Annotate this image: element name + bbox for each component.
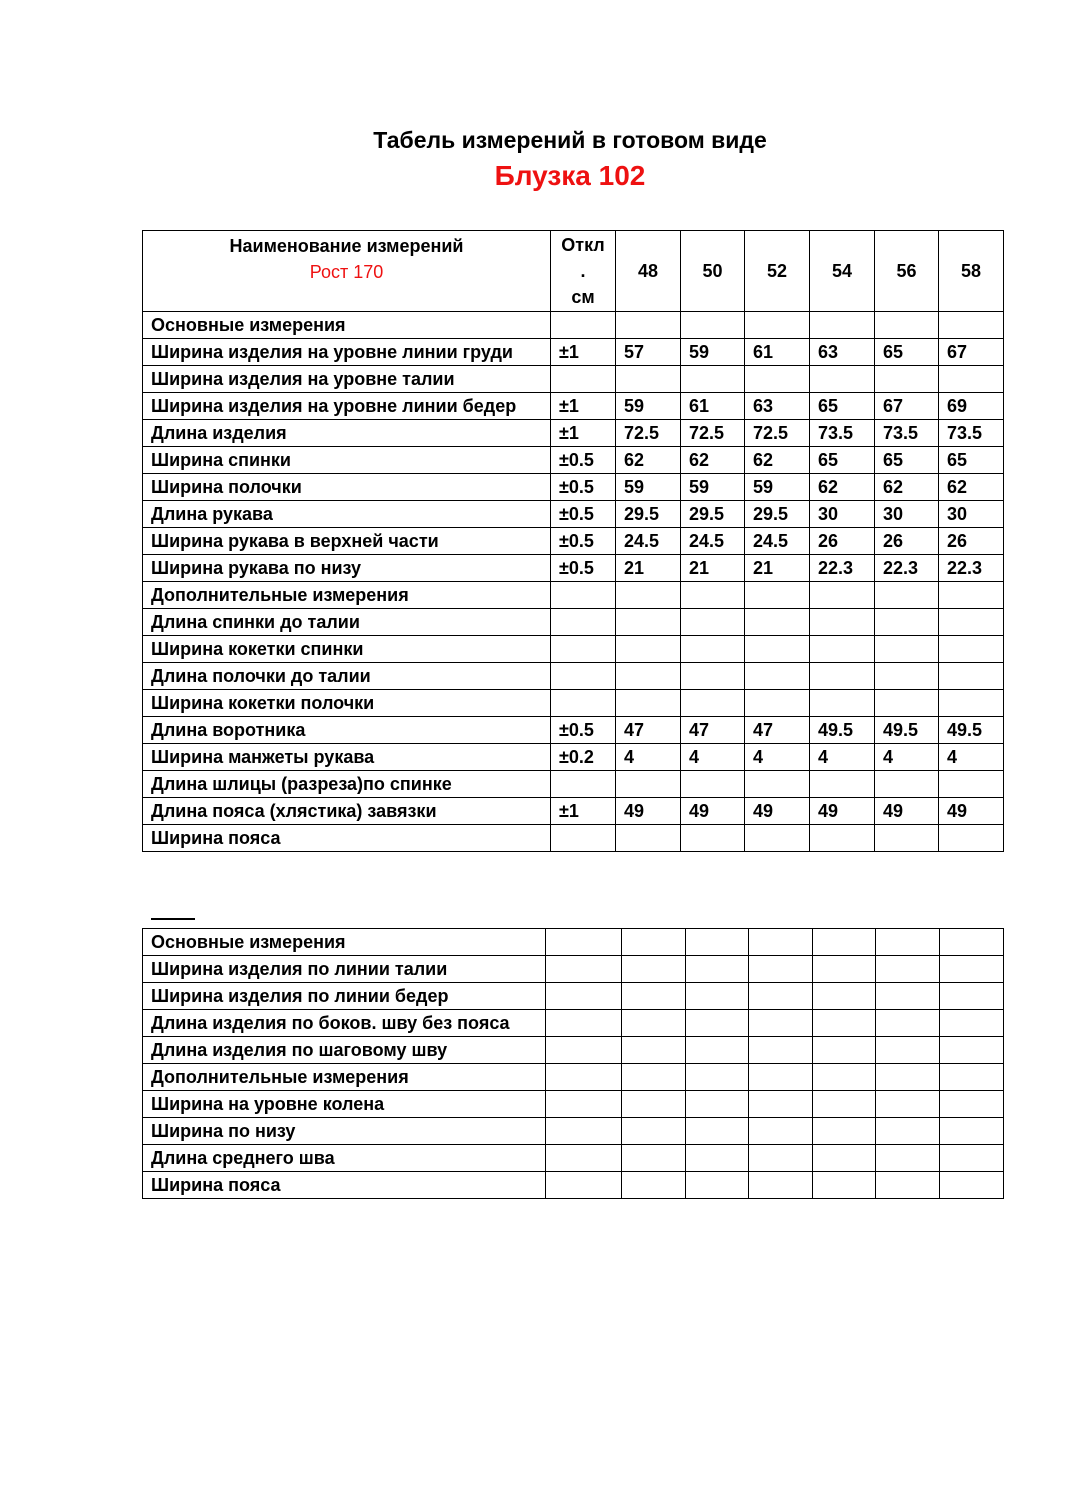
empty-value-cell	[940, 1091, 1004, 1118]
empty-value-cell	[546, 1091, 622, 1118]
size-value-cell: 4	[745, 744, 810, 771]
empty-value-cell	[876, 956, 940, 983]
empty-value-cell	[940, 929, 1004, 956]
measurement-name-cell: Основные измерения	[143, 312, 551, 339]
size-value-cell	[616, 609, 681, 636]
measurement-name-cell: Ширина кокетки спинки	[143, 636, 551, 663]
size-value-cell	[875, 366, 939, 393]
table-row	[143, 1145, 1004, 1172]
size-value-cell	[616, 771, 681, 798]
size-value-cell: 59	[681, 474, 745, 501]
size-value-cell: 49	[939, 798, 1004, 825]
empty-value-cell	[940, 1064, 1004, 1091]
table-row	[143, 420, 1004, 447]
size-value-cell	[875, 690, 939, 717]
measurement-name-cell: Ширина изделия на уровне линии бедер	[143, 393, 551, 420]
size-value-cell	[745, 690, 810, 717]
empty-value-cell	[546, 1145, 622, 1172]
empty-value-cell	[876, 929, 940, 956]
table-row	[143, 582, 1004, 609]
measurement-name-cell: Ширина полочки	[143, 474, 551, 501]
size-value-cell: 57	[616, 339, 681, 366]
size-value-cell	[875, 825, 939, 852]
measurement-name-cell: Ширина кокетки полочки	[143, 690, 551, 717]
size-value-cell	[939, 582, 1004, 609]
size-value-cell: 73.5	[875, 420, 939, 447]
header-size-cell: 48	[616, 231, 681, 312]
product-title: Блузка 102	[494, 160, 646, 191]
empty-value-cell	[876, 1145, 940, 1172]
empty-value-cell	[813, 1145, 876, 1172]
size-value-cell: 47	[616, 717, 681, 744]
empty-value-cell	[622, 1091, 686, 1118]
size-value-cell	[875, 582, 939, 609]
size-value-cell: 63	[810, 339, 875, 366]
size-value-cell: 4	[939, 744, 1004, 771]
size-value-cell: 21	[681, 555, 745, 582]
size-value-cell: 29.5	[681, 501, 745, 528]
table-row	[143, 1037, 1004, 1064]
size-value-cell: 4	[681, 744, 745, 771]
size-value-cell: 73.5	[810, 420, 875, 447]
measurement-name-cell: Длина шлицы (разреза)по спинке	[143, 771, 551, 798]
empty-value-cell	[749, 1145, 813, 1172]
separator-underline	[151, 918, 195, 920]
size-value-cell	[681, 690, 745, 717]
deviation-cell	[551, 690, 616, 717]
empty-value-cell	[813, 1091, 876, 1118]
size-value-cell: 21	[745, 555, 810, 582]
empty-value-cell	[686, 1010, 749, 1037]
measurement-name-cell: Длина среднего шва	[143, 1145, 546, 1172]
empty-value-cell	[622, 1145, 686, 1172]
table-row	[143, 744, 1004, 771]
size-value-cell	[875, 636, 939, 663]
header-deviation-line: см	[571, 287, 595, 307]
empty-value-cell	[622, 1172, 686, 1199]
empty-value-cell	[622, 1010, 686, 1037]
table-row	[143, 1010, 1004, 1037]
header-height-label: Рост 170	[309, 262, 384, 282]
size-value-cell	[616, 582, 681, 609]
empty-value-cell	[813, 1118, 876, 1145]
header-size-cell: 56	[875, 231, 939, 312]
size-value-cell	[939, 636, 1004, 663]
measurement-name-cell: Ширина изделия по линии бедер	[143, 983, 546, 1010]
size-value-cell: 61	[681, 393, 745, 420]
size-value-cell	[810, 663, 875, 690]
size-value-cell	[681, 636, 745, 663]
measurement-name-cell: Ширина пояса	[143, 1172, 546, 1199]
empty-value-cell	[546, 1037, 622, 1064]
empty-value-cell	[686, 929, 749, 956]
table-row	[143, 1091, 1004, 1118]
size-value-cell: 49.5	[875, 717, 939, 744]
empty-value-cell	[749, 956, 813, 983]
measurement-name-cell: Дополнительные измерения	[143, 1064, 546, 1091]
measurement-name-cell: Длина изделия	[143, 420, 551, 447]
deviation-cell: ±0.5	[551, 447, 616, 474]
empty-value-cell	[686, 1091, 749, 1118]
header-size-cell: 52	[745, 231, 810, 312]
size-value-cell: 63	[745, 393, 810, 420]
table-row	[143, 771, 1004, 798]
table-row	[143, 825, 1004, 852]
size-value-cell	[810, 771, 875, 798]
measurement-name-cell: Ширина изделия по линии талии	[143, 956, 546, 983]
document-title: Табель измерений в готовом виде	[373, 127, 767, 153]
size-value-cell: 69	[939, 393, 1004, 420]
size-value-cell: 59	[745, 474, 810, 501]
size-value-cell: 47	[681, 717, 745, 744]
empty-value-cell	[940, 1172, 1004, 1199]
empty-value-cell	[546, 1010, 622, 1037]
measurement-name-cell: Основные измерения	[143, 929, 546, 956]
size-value-cell: 62	[681, 447, 745, 474]
size-value-cell	[681, 582, 745, 609]
header-size-cell: 54	[810, 231, 875, 312]
size-value-cell: 4	[875, 744, 939, 771]
empty-value-cell	[546, 1172, 622, 1199]
size-value-cell: 47	[745, 717, 810, 744]
empty-value-cell	[622, 983, 686, 1010]
size-value-cell	[810, 366, 875, 393]
deviation-cell: ±1	[551, 420, 616, 447]
empty-value-cell	[876, 1037, 940, 1064]
size-value-cell: 62	[939, 474, 1004, 501]
empty-value-cell	[546, 1064, 622, 1091]
size-value-cell	[939, 663, 1004, 690]
size-value-cell: 29.5	[745, 501, 810, 528]
size-value-cell	[939, 771, 1004, 798]
size-value-cell	[745, 366, 810, 393]
size-value-cell: 26	[875, 528, 939, 555]
table-row	[143, 312, 1004, 339]
empty-value-cell	[749, 1037, 813, 1064]
size-value-cell	[616, 312, 681, 339]
empty-value-cell	[813, 929, 876, 956]
table-row	[143, 555, 1004, 582]
size-value-cell	[875, 663, 939, 690]
size-value-cell: 4	[810, 744, 875, 771]
size-value-cell: 62	[745, 447, 810, 474]
size-value-cell: 67	[875, 393, 939, 420]
measurement-name-cell: Ширина по низу	[143, 1118, 546, 1145]
size-value-cell: 67	[939, 339, 1004, 366]
empty-value-cell	[940, 1118, 1004, 1145]
size-value-cell: 61	[745, 339, 810, 366]
size-value-cell	[681, 771, 745, 798]
size-value-cell: 65	[875, 447, 939, 474]
size-value-cell	[616, 690, 681, 717]
measurement-name-cell: Длина полочки до талии	[143, 663, 551, 690]
table-header-row	[143, 231, 1004, 312]
size-value-cell: 30	[875, 501, 939, 528]
measurement-name-cell: Ширина рукава по низу	[143, 555, 551, 582]
table-row	[143, 1172, 1004, 1199]
size-value-cell: 26	[939, 528, 1004, 555]
size-value-cell: 65	[810, 447, 875, 474]
empty-value-cell	[686, 983, 749, 1010]
empty-value-cell	[813, 1172, 876, 1199]
empty-value-cell	[876, 1172, 940, 1199]
size-value-cell: 59	[616, 393, 681, 420]
header-deviation-line: Откл	[561, 235, 605, 255]
size-value-cell: 49.5	[810, 717, 875, 744]
size-value-cell: 49	[810, 798, 875, 825]
table-row	[143, 366, 1004, 393]
empty-value-cell	[686, 1118, 749, 1145]
size-value-cell: 62	[810, 474, 875, 501]
size-value-cell: 29.5	[616, 501, 681, 528]
empty-value-cell	[813, 1010, 876, 1037]
size-value-cell: 30	[810, 501, 875, 528]
size-value-cell	[681, 312, 745, 339]
empty-value-cell	[876, 1118, 940, 1145]
deviation-cell	[551, 609, 616, 636]
size-value-cell	[745, 582, 810, 609]
size-value-cell	[616, 663, 681, 690]
deviation-cell: ±0.5	[551, 528, 616, 555]
empty-value-cell	[876, 1064, 940, 1091]
size-value-cell	[616, 636, 681, 663]
empty-value-cell	[622, 1064, 686, 1091]
header-size-cell: 58	[939, 231, 1004, 312]
measurement-name-cell: Длина пояса (хлястика) завязки	[143, 798, 551, 825]
deviation-cell: ±0.5	[551, 717, 616, 744]
size-value-cell	[745, 663, 810, 690]
empty-value-cell	[686, 1145, 749, 1172]
measurement-name-cell: Ширина изделия на уровне линии груди	[143, 339, 551, 366]
deviation-cell	[551, 771, 616, 798]
size-value-cell: 72.5	[745, 420, 810, 447]
size-value-cell	[810, 609, 875, 636]
header-size-cell: 50	[681, 231, 745, 312]
table-row	[143, 528, 1004, 555]
deviation-cell	[551, 636, 616, 663]
size-value-cell	[810, 582, 875, 609]
empty-value-cell	[622, 1037, 686, 1064]
measurement-name-cell: Ширина спинки	[143, 447, 551, 474]
size-value-cell: 21	[616, 555, 681, 582]
size-value-cell: 24.5	[745, 528, 810, 555]
empty-value-cell	[940, 956, 1004, 983]
size-value-cell: 65	[810, 393, 875, 420]
size-value-cell: 72.5	[616, 420, 681, 447]
size-value-cell	[810, 825, 875, 852]
empty-value-cell	[749, 1118, 813, 1145]
measurements-table	[142, 230, 1004, 852]
table-row	[143, 447, 1004, 474]
size-value-cell	[810, 690, 875, 717]
size-value-cell: 26	[810, 528, 875, 555]
size-value-cell: 22.3	[939, 555, 1004, 582]
table-row	[143, 1064, 1004, 1091]
size-value-cell	[875, 312, 939, 339]
empty-value-cell	[749, 983, 813, 1010]
empty-value-cell	[940, 1145, 1004, 1172]
size-value-cell: 49	[616, 798, 681, 825]
empty-value-cell	[749, 1091, 813, 1118]
empty-value-cell	[622, 956, 686, 983]
table-row	[143, 983, 1004, 1010]
table-row	[143, 1118, 1004, 1145]
table-row	[143, 690, 1004, 717]
size-value-cell: 59	[616, 474, 681, 501]
empty-value-cell	[686, 1172, 749, 1199]
measurement-name-cell: Длина рукава	[143, 501, 551, 528]
table-row	[143, 798, 1004, 825]
header-name-cell	[143, 231, 551, 312]
empty-value-cell	[940, 1010, 1004, 1037]
empty-value-cell	[876, 1091, 940, 1118]
empty-value-cell	[546, 1118, 622, 1145]
measurement-name-cell: Ширина на уровне колена	[143, 1091, 546, 1118]
table-row	[143, 636, 1004, 663]
size-value-cell	[681, 366, 745, 393]
empty-value-cell	[876, 1010, 940, 1037]
size-value-cell: 73.5	[939, 420, 1004, 447]
deviation-cell: ±0.5	[551, 474, 616, 501]
size-value-cell: 62	[616, 447, 681, 474]
deviation-cell: ±1	[551, 798, 616, 825]
size-value-cell: 72.5	[681, 420, 745, 447]
secondary-measurements-table	[142, 928, 1004, 1199]
deviation-cell	[551, 312, 616, 339]
size-value-cell	[875, 609, 939, 636]
size-value-cell	[681, 825, 745, 852]
size-value-cell	[745, 609, 810, 636]
empty-value-cell	[813, 1064, 876, 1091]
size-value-cell	[810, 312, 875, 339]
deviation-cell: ±1	[551, 393, 616, 420]
size-value-cell	[745, 825, 810, 852]
empty-value-cell	[940, 983, 1004, 1010]
empty-value-cell	[940, 1037, 1004, 1064]
size-value-cell: 49	[745, 798, 810, 825]
size-value-cell: 22.3	[810, 555, 875, 582]
measurement-name-cell: Длина спинки до талии	[143, 609, 551, 636]
measurement-name-cell: Дополнительные измерения	[143, 582, 551, 609]
empty-value-cell	[813, 983, 876, 1010]
header-deviation-line: .	[580, 261, 586, 281]
size-value-cell	[939, 609, 1004, 636]
empty-value-cell	[622, 1118, 686, 1145]
measurement-name-cell: Длина воротника	[143, 717, 551, 744]
header-deviation-cell	[551, 231, 616, 312]
table-row	[143, 956, 1004, 983]
size-value-cell: 4	[616, 744, 681, 771]
size-value-cell: 59	[681, 339, 745, 366]
empty-value-cell	[686, 956, 749, 983]
empty-value-cell	[749, 1010, 813, 1037]
size-value-cell	[939, 825, 1004, 852]
empty-value-cell	[686, 1064, 749, 1091]
size-value-cell: 65	[875, 339, 939, 366]
measurement-name-cell: Ширина рукава в верхней части	[143, 528, 551, 555]
empty-value-cell	[546, 983, 622, 1010]
table-row	[143, 609, 1004, 636]
size-value-cell: 62	[875, 474, 939, 501]
measurement-name-cell: Ширина манжеты рукава	[143, 744, 551, 771]
size-value-cell: 22.3	[875, 555, 939, 582]
size-value-cell: 24.5	[616, 528, 681, 555]
empty-value-cell	[876, 983, 940, 1010]
deviation-cell	[551, 582, 616, 609]
size-value-cell	[939, 366, 1004, 393]
size-value-cell: 49	[875, 798, 939, 825]
empty-value-cell	[749, 929, 813, 956]
size-value-cell	[810, 636, 875, 663]
empty-value-cell	[813, 1037, 876, 1064]
size-value-cell	[939, 312, 1004, 339]
size-value-cell	[939, 690, 1004, 717]
size-value-cell	[745, 771, 810, 798]
empty-value-cell	[546, 956, 622, 983]
measurement-name-cell: Длина изделия по боков. шву без пояса	[143, 1010, 546, 1037]
empty-value-cell	[546, 929, 622, 956]
table-row	[143, 501, 1004, 528]
table-row	[143, 663, 1004, 690]
size-value-cell	[681, 609, 745, 636]
size-value-cell: 65	[939, 447, 1004, 474]
table-row	[143, 717, 1004, 744]
measurement-name-cell: Ширина изделия на уровне талии	[143, 366, 551, 393]
size-value-cell	[745, 636, 810, 663]
deviation-cell: ±1	[551, 339, 616, 366]
size-value-cell	[616, 825, 681, 852]
size-value-cell: 24.5	[681, 528, 745, 555]
size-value-cell: 49.5	[939, 717, 1004, 744]
empty-value-cell	[686, 1037, 749, 1064]
table-row	[143, 474, 1004, 501]
measurement-name-cell: Длина изделия по шаговому шву	[143, 1037, 546, 1064]
header-name-label: Наименование измерений	[229, 236, 464, 256]
table-row	[143, 929, 1004, 956]
size-value-cell	[875, 771, 939, 798]
size-value-cell	[745, 312, 810, 339]
deviation-cell: ±0.2	[551, 744, 616, 771]
deviation-cell	[551, 366, 616, 393]
empty-value-cell	[622, 929, 686, 956]
size-value-cell: 30	[939, 501, 1004, 528]
deviation-cell: ±0.5	[551, 555, 616, 582]
size-value-cell	[681, 663, 745, 690]
deviation-cell	[551, 663, 616, 690]
table-row	[143, 339, 1004, 366]
empty-value-cell	[749, 1064, 813, 1091]
deviation-cell: ±0.5	[551, 501, 616, 528]
measurement-name-cell: Ширина пояса	[143, 825, 551, 852]
empty-value-cell	[813, 956, 876, 983]
size-value-cell	[616, 366, 681, 393]
size-value-cell: 49	[681, 798, 745, 825]
empty-value-cell	[749, 1172, 813, 1199]
table-row	[143, 393, 1004, 420]
deviation-cell	[551, 825, 616, 852]
